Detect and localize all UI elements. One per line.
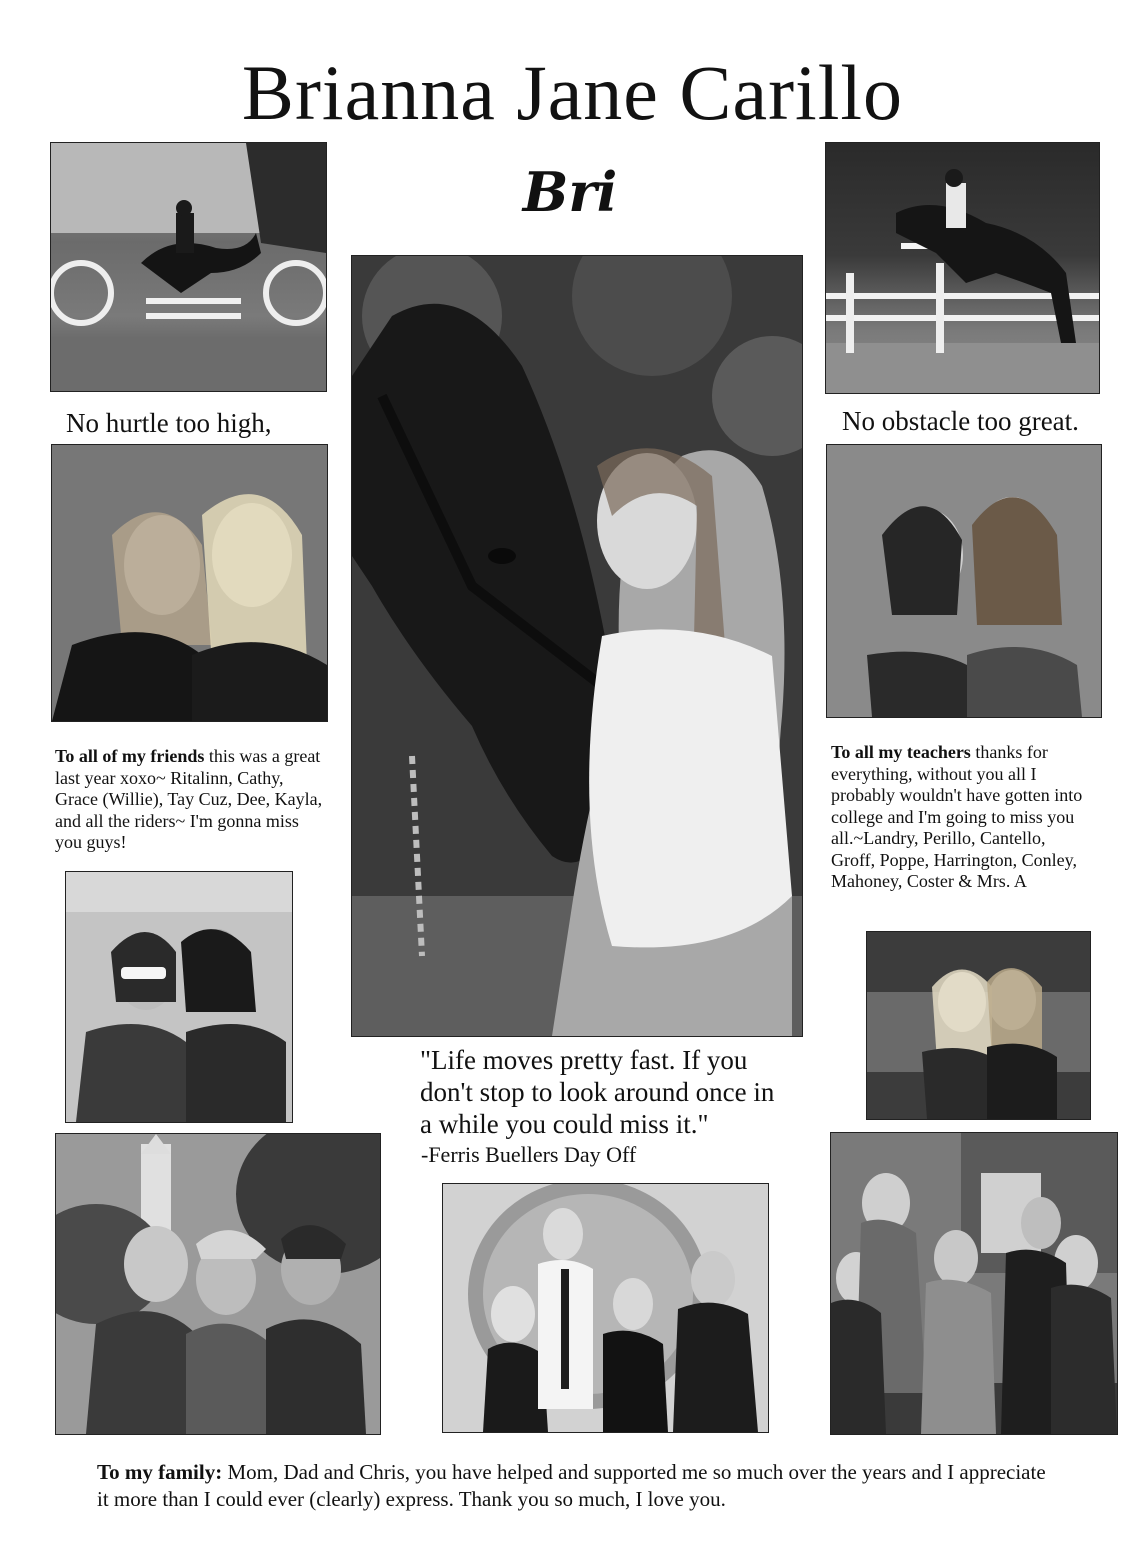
family-illustration: [443, 1184, 768, 1432]
photo-group-outdoor: [55, 1133, 381, 1435]
nickname: Bri: [522, 160, 618, 224]
family-note-heading: To my family:: [97, 1460, 223, 1484]
friends-illustration: [867, 932, 1090, 1119]
photo-friends-2: [826, 444, 1102, 718]
quote-source: -Ferris Buellers Day Off: [421, 1142, 637, 1167]
teachers-note-text: thanks for everything, without you all I probably wouldn't have gotten into college and I'm going to miss you all.~Landry, Perillo, Cantello, Groff, Poppe, Harrington, Conley, Mahoney, Coster & Mrs. A: [831, 742, 1083, 891]
photo-friends-3: [65, 871, 293, 1123]
horse-jump-illustration: [826, 143, 1099, 393]
photo-friends-1: [51, 444, 328, 722]
caption-left: No hurtle too high,: [66, 408, 272, 438]
friends-note-text: this was a great last year xoxo~ Ritalinn, Cathy, Grace (Willie), Tay Cuz, Dee, Kayla, and all the riders~ I'm gonna miss you guys!: [55, 746, 323, 852]
horse-jump-illustration: [51, 143, 326, 391]
quote-text: "Life moves pretty fast. If you don't stop to look around once in a while you could miss it.": [420, 1045, 775, 1139]
friends-note: [55, 746, 327, 854]
photo-horse-jump-right: [825, 142, 1100, 394]
friends-illustration: [827, 445, 1101, 717]
family-note-text: Mom, Dad and Chris, you have helped and supported me so much over the years and I appreciate it more than I could ever (clearly) express. Thank you so much, I love you.: [97, 1460, 1046, 1511]
page-title: Brianna Jane Carillo: [241, 49, 904, 136]
family-note: [97, 1459, 1047, 1513]
photo-horse-jump-left: [50, 142, 327, 392]
photo-family: [442, 1183, 769, 1433]
photo-friends-4: [866, 931, 1091, 1120]
friends-note-heading: To all of my friends: [55, 746, 205, 766]
caption-right: No obstacle too great.: [842, 406, 1079, 436]
teachers-note-heading: To all my teachers: [831, 742, 971, 762]
photo-portrait-with-horse: [351, 255, 803, 1037]
group-illustration: [56, 1134, 380, 1434]
friends-illustration: [66, 872, 292, 1122]
teachers-note: [831, 742, 1093, 893]
photo-friends-group: [830, 1132, 1118, 1435]
friends-group-illustration: [831, 1133, 1117, 1434]
friends-illustration: [52, 445, 327, 721]
portrait-illustration: [352, 256, 802, 1036]
